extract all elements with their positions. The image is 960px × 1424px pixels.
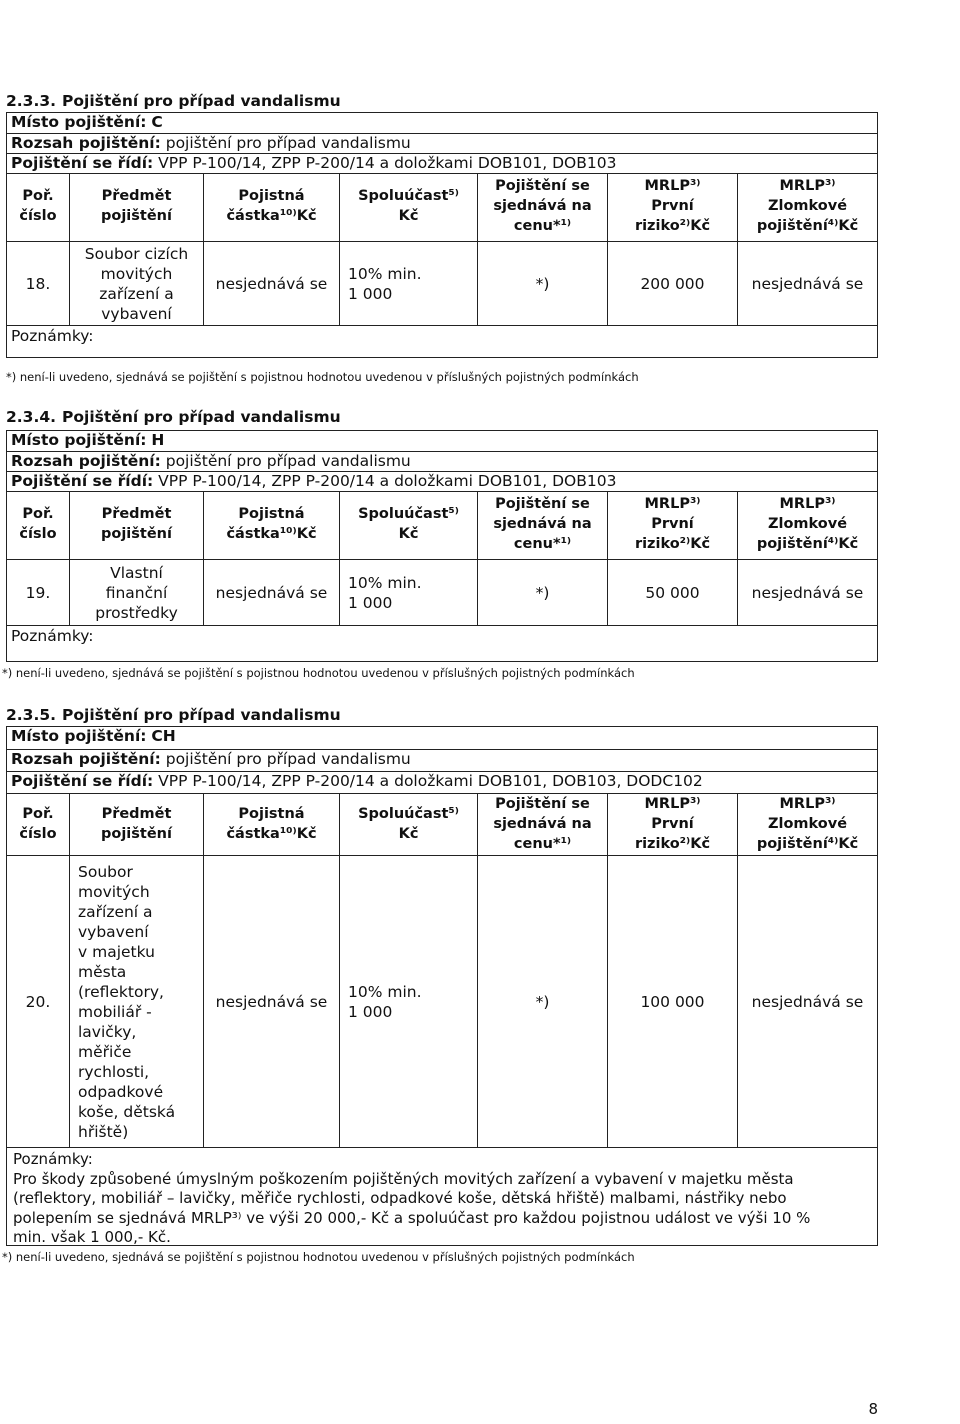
page-number: 8 <box>868 1400 878 1418</box>
misto-value: C <box>151 113 163 131</box>
header-castka: Pojistná částka¹⁰⁾Kč <box>203 492 339 560</box>
header-predmet: Předmět pojištění <box>69 794 203 856</box>
row-predmet: Soubor movitých zařízení a vybavení v majetku města (reflektory, mobiliář - lavičky, měřiče rychlosti, odpadkové koše, dětská hřiště) <box>69 856 203 1148</box>
ridi-label: Pojištění se řídí: <box>11 154 154 172</box>
ridi-row <box>7 771 877 794</box>
footnote: *) není-li uvedeno, sjednává se pojištění s pojistnou hodnotou uvedenou v příslušných pojistných podmínkách <box>6 370 639 384</box>
insurance-table <box>6 726 878 1246</box>
ridi-row <box>7 471 877 492</box>
row-castka: nesjednává se <box>203 560 339 626</box>
header-por: Poř. číslo <box>19 806 57 842</box>
misto-row <box>7 431 877 451</box>
header-predmet: Předmět pojištění <box>69 174 203 242</box>
rozsah-label: Rozsah pojištění: <box>11 452 161 470</box>
rozsah-row <box>7 749 877 772</box>
section-number: 2.3.5. <box>6 706 57 724</box>
header-spoluucast: Spoluúčast⁵⁾ Kč <box>339 174 477 242</box>
section-title <box>6 706 341 724</box>
header-row <box>7 173 877 242</box>
row-por: 19. <box>25 584 51 602</box>
table-row <box>7 241 877 326</box>
poznamky-row <box>7 325 877 357</box>
ridi-label: Pojištění se řídí: <box>11 472 154 490</box>
row-spoluucast: 10% min. 1 000 <box>339 242 477 326</box>
rozsah-label: Rozsah pojištění: <box>11 134 161 152</box>
header-castka: Pojistná částka¹⁰⁾Kč <box>203 794 339 856</box>
row-mrlp-prvni: 200 000 <box>607 242 737 326</box>
row-spoluucast: 10% min. 1 000 <box>339 856 477 1148</box>
ridi-value: VPP P-100/14, ZPP P-200/14 a doložkami DOB101, DOB103, DODC102 <box>158 772 703 790</box>
row-sjednava: *) <box>477 242 607 326</box>
row-predmet: Soubor cizích movitých zařízení a vybavení <box>69 242 203 326</box>
table-row <box>7 559 877 626</box>
row-mrlp-zlom: nesjednává se <box>737 560 877 626</box>
poznamky-label: Poznámky: <box>13 1150 93 1168</box>
poznamky-row <box>7 625 877 661</box>
header-mrlp-prvni: MRLP³⁾ První riziko²⁾Kč <box>607 492 737 560</box>
header-spoluucast: Spoluúčast⁵⁾ Kč <box>339 492 477 560</box>
row-mrlp-prvni: 100 000 <box>607 856 737 1148</box>
misto-label: Místo pojištění: <box>11 113 147 131</box>
misto-value: CH <box>151 727 176 745</box>
rozsah-value: pojištění pro případ vandalismu <box>165 452 411 470</box>
misto-row <box>7 113 877 133</box>
rozsah-label: Rozsah pojištění: <box>11 750 161 768</box>
row-spoluucast: 10% min. 1 000 <box>339 560 477 626</box>
section-number: 2.3.3. <box>6 92 57 110</box>
poznamky-label: Poznámky: <box>11 327 94 345</box>
row-castka: nesjednává se <box>203 856 339 1148</box>
rozsah-value: pojištění pro případ vandalismu <box>165 750 411 768</box>
poznamky-text-line: polepením se sjednává MRLP³⁾ ve výši 20 000,- Kč a spoluúčast pro každou pojistnou událost ve výši 10 % <box>13 1208 811 1227</box>
header-mrlp-prvni: MRLP³⁾ První riziko²⁾Kč <box>607 794 737 856</box>
footnote: *) není-li uvedeno, sjednává se pojištění s pojistnou hodnotou uvedenou v příslušných pojistných podmínkách <box>2 666 635 680</box>
header-sjednava: Pojištění se sjednává na cenu*¹⁾ <box>477 794 607 856</box>
insurance-table <box>6 430 878 662</box>
header-sjednava: Pojištění se sjednává na cenu*¹⁾ <box>477 492 607 560</box>
header-row <box>7 793 877 856</box>
ridi-value: VPP P-100/14, ZPP P-200/14 a doložkami DOB101, DOB103 <box>158 472 617 490</box>
misto-value: H <box>151 431 165 449</box>
table-row <box>7 855 877 1148</box>
header-mrlp-zlom: MRLP³⁾ Zlomkové pojištění⁴⁾Kč <box>737 492 877 560</box>
misto-row <box>7 727 877 749</box>
ridi-value: VPP P-100/14, ZPP P-200/14 a doložkami DOB101, DOB103 <box>158 154 617 172</box>
section-title <box>6 92 341 110</box>
section-heading: Pojištění pro případ vandalismu <box>62 706 341 724</box>
row-castka: nesjednává se <box>203 242 339 326</box>
section-heading: Pojištění pro případ vandalismu <box>62 92 341 110</box>
row-predmet: Vlastní finanční prostředky <box>69 560 203 626</box>
section-number: 2.3.4. <box>6 408 57 426</box>
row-mrlp-prvni: 50 000 <box>607 560 737 626</box>
header-mrlp-zlom: MRLP³⁾ Zlomkové pojištění⁴⁾Kč <box>737 174 877 242</box>
row-mrlp-zlom: nesjednává se <box>737 856 877 1148</box>
row-mrlp-zlom: nesjednává se <box>737 242 877 326</box>
header-mrlp-prvni: MRLP³⁾ První riziko²⁾Kč <box>607 174 737 242</box>
rozsah-row <box>7 451 877 472</box>
poznamky-row <box>7 1147 877 1245</box>
header-sjednava: Pojištění se sjednává na cenu*¹⁾ <box>477 174 607 242</box>
insurance-table <box>6 112 878 358</box>
ridi-row <box>7 153 877 174</box>
poznamky-text-line: min. však 1 000,- Kč. <box>13 1228 171 1246</box>
header-por: Poř. číslo <box>19 506 57 542</box>
row-por: 18. <box>25 275 51 293</box>
header-por: Poř. číslo <box>19 188 57 224</box>
row-sjednava: *) <box>477 560 607 626</box>
poznamky-text-line: (reflektory, mobiliář – lavičky, měřiče rychlosti, odpadkové koše, dětská hřiště) malbami, nástřiky nebo <box>13 1189 787 1207</box>
header-castka: Pojistná částka¹⁰⁾Kč <box>203 174 339 242</box>
section-heading: Pojištění pro případ vandalismu <box>62 408 341 426</box>
poznamky-text-line: Pro škody způsobené úmyslným poškozením pojištěných movitých zařízení a vybavení v majetku města <box>13 1169 794 1188</box>
ridi-label: Pojištění se řídí: <box>11 772 154 790</box>
header-spoluucast: Spoluúčast⁵⁾ Kč <box>339 794 477 856</box>
header-mrlp-zlom: MRLP³⁾ Zlomkové pojištění⁴⁾Kč <box>737 794 877 856</box>
rozsah-row <box>7 133 877 154</box>
row-sjednava: *) <box>477 856 607 1148</box>
poznamky-label: Poznámky: <box>11 627 94 645</box>
header-row <box>7 491 877 560</box>
misto-label: Místo pojištění: <box>11 431 147 449</box>
footnote: *) není-li uvedeno, sjednává se pojištění s pojistnou hodnotou uvedenou v příslušných pojistných podmínkách <box>2 1250 635 1264</box>
misto-label: Místo pojištění: <box>11 727 147 745</box>
row-por: 20. <box>25 993 51 1011</box>
rozsah-value: pojištění pro případ vandalismu <box>165 134 411 152</box>
header-predmet: Předmět pojištění <box>69 492 203 560</box>
section-title <box>6 408 341 426</box>
